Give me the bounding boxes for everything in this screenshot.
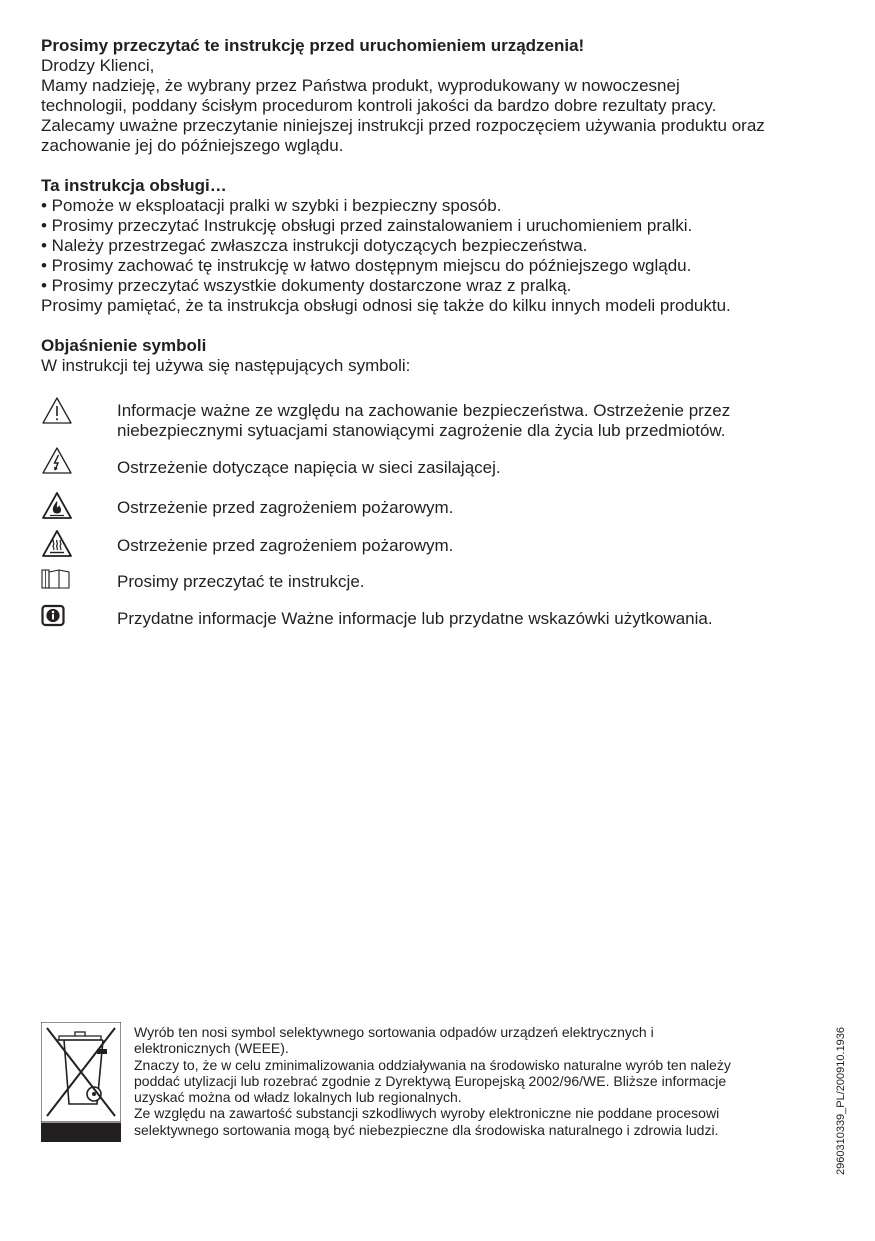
info-icon: [41, 604, 73, 634]
symbol-description: Ostrzeżenie przed zagrożeniem pożarowym.: [117, 498, 454, 517]
symbol-description: Ostrzeżenie dotyczące napięcia w sieci zasilającej.: [117, 458, 501, 477]
crossed-bin-icon: [41, 1022, 121, 1144]
symbols-subheading: W instrukcji tej używa się następujących symboli:: [41, 356, 411, 375]
manual-bullet: • Należy przestrzegać zwłaszcza instrukcji dotyczących bezpieczeństwa.: [41, 236, 588, 255]
symbol-description: Prosimy przeczytać te instrukcje.: [117, 572, 365, 591]
intro-line: zachowanie jej do późniejszego wglądu.: [41, 136, 344, 155]
weee-text-line: uzyskać można od władz lokalnych lub regionalnych.: [134, 1089, 462, 1106]
intro-greeting: Drodzy Klienci,: [41, 56, 155, 75]
symbol-row-safety: [41, 396, 831, 446]
intro-line: Zalecamy uważne przeczytanie niniejszej instrukcji przed rozpoczęciem używania produktu oraz: [41, 116, 765, 135]
weee-text-line: Wyrób ten nosi symbol selektywnego sortowania odpadów urządzeń elektrycznych i: [134, 1024, 654, 1040]
weee-text-line: selektywnego sortowania mogą być niebezpieczne dla środowiska naturalnego i zdrowia ludzi.: [134, 1121, 719, 1138]
symbol-description: niebezpiecznymi sytuacjami stanowiącymi zagrożenie dla życia lub przedmiotów.: [117, 421, 726, 440]
symbol-row-read-manual: [41, 567, 831, 604]
fire-hazard-icon: [41, 491, 73, 521]
warning-triangle-icon: [41, 396, 73, 426]
document-code: 2960310339_PL/200910.1936: [835, 1026, 847, 1175]
symbol-row-info: [41, 604, 831, 640]
weee-text-line: Ze względu na zawartość substancji szkodliwych wyroby elektroniczne nie poddane procesowi: [134, 1105, 720, 1122]
intro-section: [41, 36, 841, 376]
manual-bullet: • Prosimy zachować tę instrukcję w łatwo dostępnym miejscu do późniejszego wglądu.: [41, 256, 692, 275]
manual-bullet: • Prosimy przeczytać wszystkie dokumenty dostarczone wraz z pralką.: [41, 276, 572, 295]
weee-text-line: poddać utylizacji lub rozebrać zgodnie z Dyrektywą Europejską 2002/96/WE. Bliższe informacje: [134, 1072, 727, 1089]
intro-heading: Prosimy przeczytać te instrukcję przed uruchomieniem urządzenia!: [41, 36, 585, 55]
symbol-row-electric: [41, 446, 831, 491]
manual-note: Prosimy pamiętać, że ta instrukcja obsługi odnosi się także do kilku innych modeli produktu.: [41, 296, 731, 315]
hot-surface-icon: [41, 529, 73, 559]
open-book-icon: [41, 567, 73, 597]
symbol-description: Ostrzeżenie przed zagrożeniem pożarowym.: [117, 536, 454, 555]
symbols-list: [41, 396, 831, 640]
intro-line: Mamy nadzieję, że wybrany przez Państwa produkt, wyprodukowany w nowoczesnej: [41, 76, 680, 95]
electric-hazard-icon: [41, 446, 73, 476]
manual-bullet: • Pomoże w eksploatacji pralki w szybki i bezpieczny sposób.: [41, 196, 502, 215]
weee-text-line: Znaczy to, że w celu zminimalizowania oddziaływania na środowisko naturalne wyrób ten należy: [134, 1056, 731, 1073]
symbol-description: Przydatne informacje Ważne informacje lub przydatne wskazówki użytkowania.: [117, 609, 713, 628]
manual-bullet: • Prosimy przeczytać Instrukcję obsługi przed zainstalowaniem i uruchomieniem pralki.: [41, 216, 693, 235]
symbols-heading: Objaśnienie symboli: [41, 336, 207, 355]
intro-line: technologii, poddany ścisłym procedurom kontroli jakości da bardzo dobre rezultaty pracy.: [41, 96, 717, 115]
symbol-row-fire: [41, 491, 831, 529]
symbol-row-hot-surface: [41, 529, 831, 567]
weee-text-line: elektronicznych (WEEE).: [134, 1040, 289, 1057]
manual-heading: Ta instrukcja obsługi…: [41, 176, 227, 195]
symbol-description: Informacje ważne ze względu na zachowanie bezpieczeństwa. Ostrzeżenie przez: [117, 401, 731, 420]
